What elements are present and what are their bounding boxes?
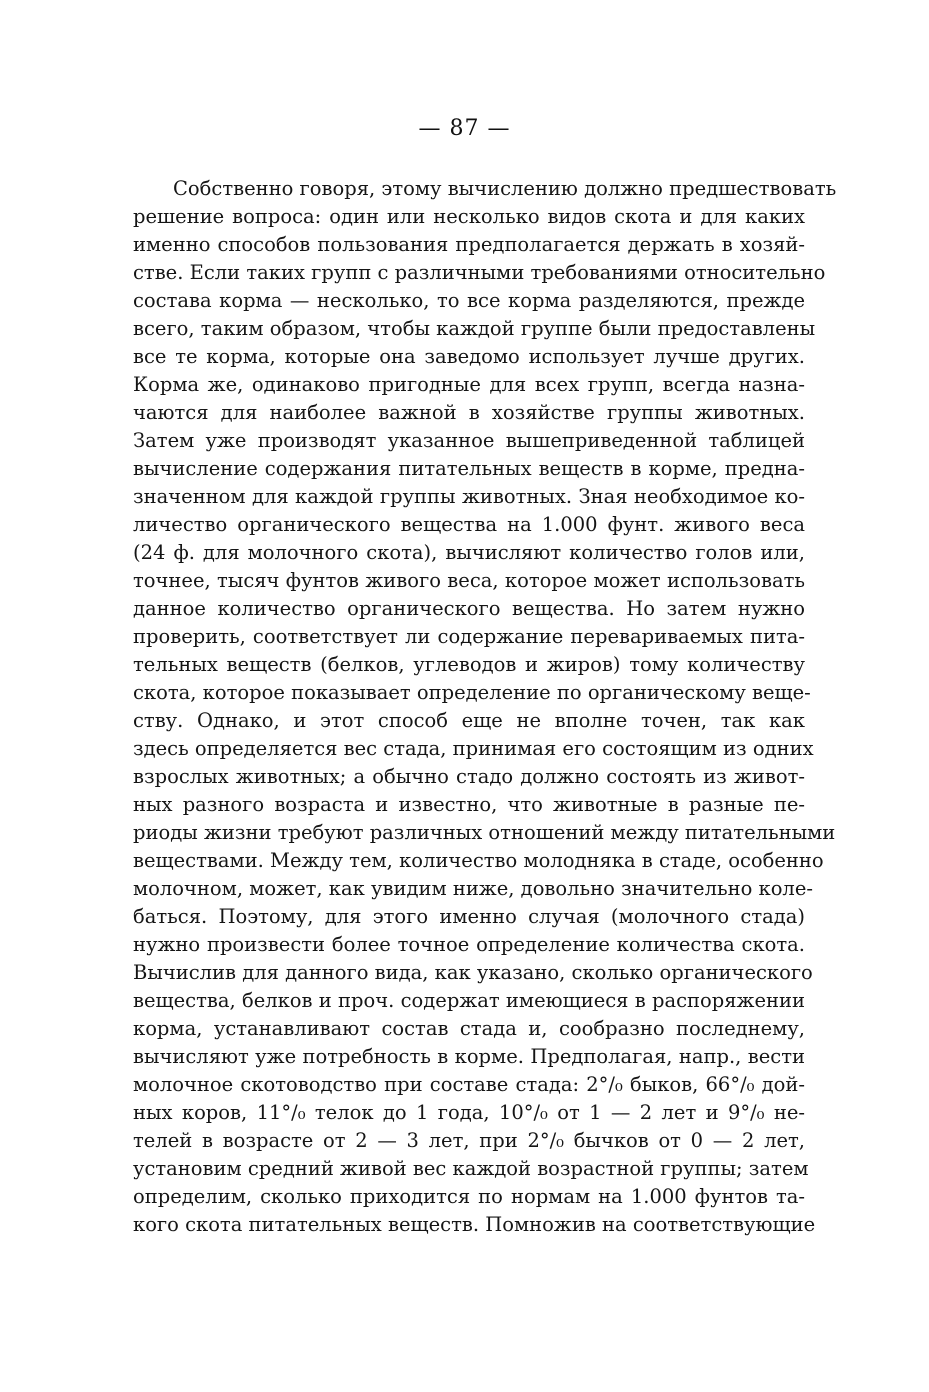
text-line: Затем уже производят указанное вышеприведенной таблицей — [133, 429, 805, 452]
text-line: Корма же, одинаково пригодные для всех групп, всегда назна- — [133, 373, 805, 396]
text-line: риоды жизни требуют различных отношений между питательными — [133, 821, 836, 844]
text-line: проверить, соответствует ли содержание перевариваемых пита- — [133, 625, 805, 648]
text-line: веществами. Между тем, количество молодняка в стаде, особенно — [133, 849, 824, 872]
text-line: данное количество органического вещества. Но затем нужно — [133, 597, 805, 620]
text-line: ных разного возраста и известно, что животные в разные пе- — [133, 793, 805, 816]
text-line: ных коров, 11°/₀ телок до 1 года, 10°/₀ от 1 — 2 лет и 9°/₀ не- — [133, 1101, 805, 1124]
text-line: телей в возрасте от 2 — 3 лет, при 2°/₀ бычков от 0 — 2 лет, — [133, 1129, 805, 1152]
text-line: значенном для каждой группы животных. Зная необходимое ко- — [133, 485, 805, 508]
body-paragraph — [133, 175, 837, 1239]
page-number: — 87 — — [418, 116, 511, 141]
text-line: ству. Однако, и этот способ еще не вполне точен, так как — [133, 709, 805, 732]
text-line: кого скота питательных веществ. Помножив на соответствующие — [133, 1213, 816, 1236]
text-line: всего, таким образом, чтобы каждой группе были предоставлены — [133, 317, 816, 340]
text-line: вычисляют уже потребность в корме. Предполагая, напр., вести — [133, 1045, 805, 1068]
text-line: молочном, может, как увидим ниже, довольно значительно коле- — [133, 877, 813, 900]
text-line: именно способов пользования предполагается держать в хозяй- — [133, 233, 805, 256]
text-line: (24 ф. для молочного скота), вычисляют количество голов или, — [133, 541, 805, 564]
text-line: состава корма — несколько, то все корма разделяются, прежде — [133, 289, 805, 312]
text-line: здесь определяется вес стада, принимая его состоящим из одних — [133, 737, 814, 760]
text-line: вычисление содержания питательных веществ в корме, предна- — [133, 457, 805, 480]
text-line: установим средний живой вес каждой возрастной группы; затем — [133, 1157, 809, 1180]
text-line: тельных веществ (белков, углеводов и жиров) тому количеству — [133, 653, 805, 676]
text-line: Собственно говоря, этому вычислению должно предшествовать — [173, 177, 837, 200]
text-line: стве. Если таких групп с различными требованиями относительно — [133, 261, 826, 284]
text-line: скота, которое показывает определение по органическому веще- — [133, 681, 811, 704]
text-line: точнее, тысяч фунтов живого веса, которое может использовать — [133, 569, 805, 592]
text-line: все те корма, которые она заведомо использует лучше других. — [133, 345, 805, 368]
text-line: корма, устанавливают состав стада и, сообразно последнему, — [133, 1017, 805, 1040]
text-line: личество органического вещества на 1.000 фунт. живого веса — [133, 513, 805, 536]
text-line: Вычислив для данного вида, как указано, сколько органического — [133, 961, 813, 984]
text-line: молочное скотоводство при составе стада: 2°/₀ быков, 66°/₀ дой- — [133, 1073, 805, 1096]
text-line: баться. Поэтому, для этого именно случая (молочного стада) — [133, 905, 805, 928]
text-line: взрослых животных; а обычно стадо должно состоять из живот- — [133, 765, 805, 788]
text-line: определим, сколько приходится по нормам на 1.000 фунтов та- — [133, 1185, 805, 1208]
text-line: чаются для наиболее важной в хозяйстве группы животных. — [133, 401, 805, 424]
text-line: нужно произвести более точное определение количества скота. — [133, 933, 805, 956]
text-line: решение вопроса: один или несколько видов скота и для каких — [133, 205, 805, 228]
text-line: вещества, белков и проч. содержат имеющиеся в распоряжении — [133, 989, 805, 1012]
